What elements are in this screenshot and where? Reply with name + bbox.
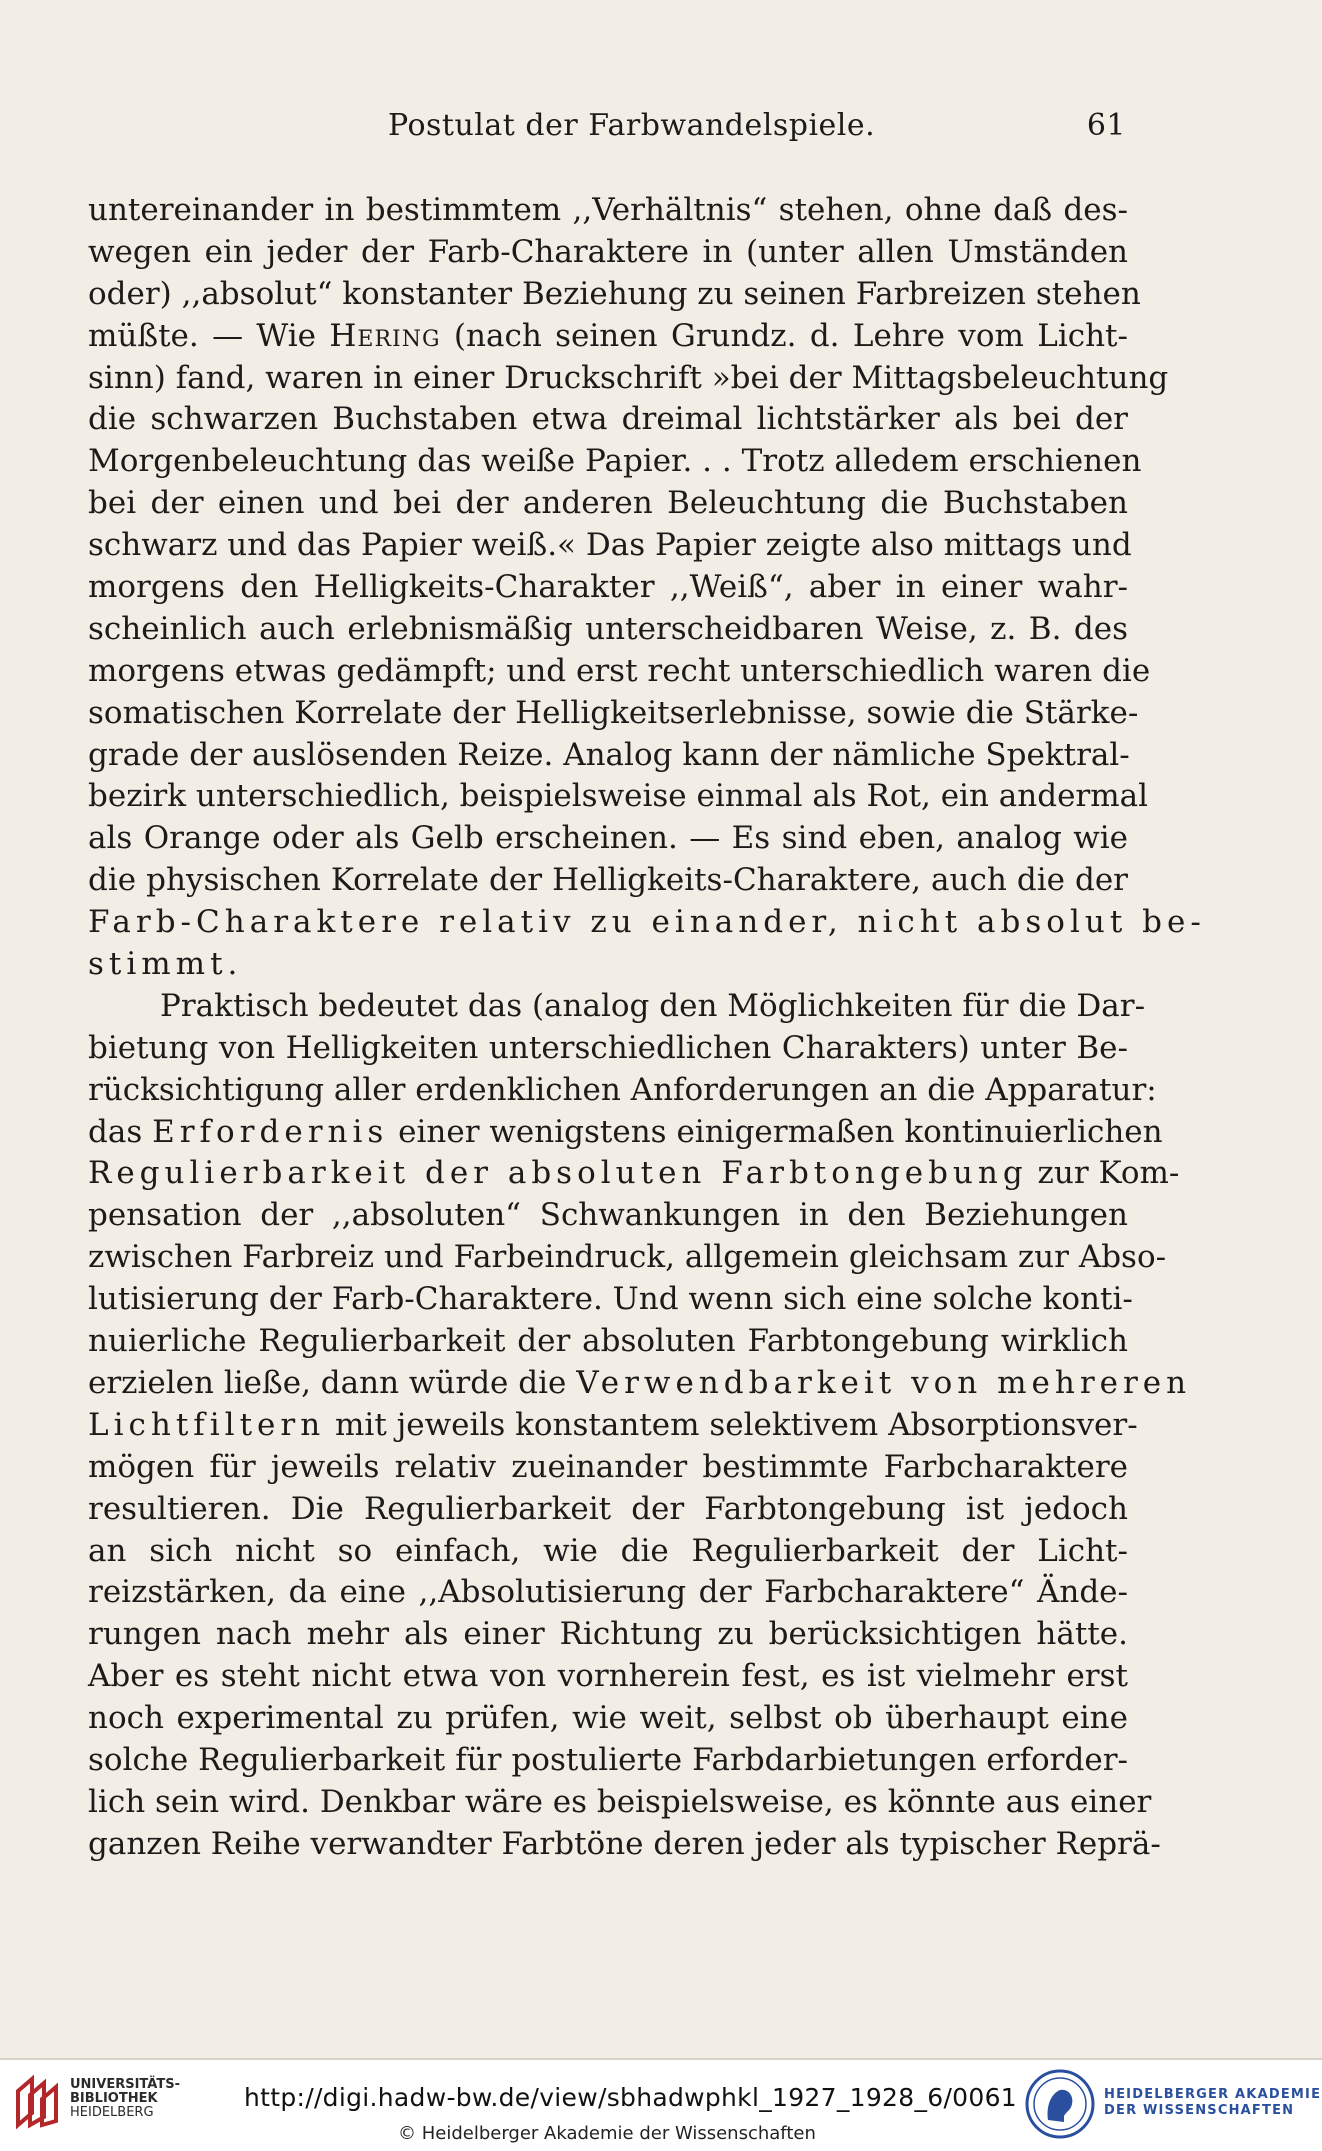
- running-title: Postulat der Farbwandelspiele.: [388, 108, 876, 143]
- text-line: [88, 1447, 1128, 1489]
- line-segment: Morgenbeleuchtung das weiße Papier. . . Trotz alledem erschienen: [88, 443, 1142, 480]
- line-segment: das: [88, 1113, 153, 1150]
- line-segment: rücksichtigung aller erdenklichen Anforderungen an die Apparatur:: [88, 1071, 1157, 1108]
- line-segment: bezirk unterschiedlich, beispielsweise einmal als Rot, ein andermal: [88, 778, 1149, 815]
- line-segment: resultieren. Die Regulierbarkeit der Farbtongebung ist jedoch: [88, 1490, 1128, 1527]
- spaced-emphasis: Farb-Charaktere relativ zu einander, nicht absolut be-: [88, 904, 1206, 941]
- line-segment: somatischen Korrelate der Helligkeitserlebnisse, sowie die Stärke-: [88, 694, 1139, 731]
- line-segment: ganzen Reihe verwandter Farbtöne deren jeder als typischer Reprä-: [88, 1825, 1161, 1862]
- text-line: [88, 274, 1141, 316]
- line-segment: müßte. — Wie: [88, 317, 330, 354]
- line-segment: sinn) fand, waren in einer Druckschrift »bei der Mittagsbeleuchtung: [88, 359, 1169, 396]
- line-segment: einer wenigstens einigermaßen kontinuierlichen: [388, 1113, 1163, 1150]
- text-line: [88, 776, 1149, 818]
- university-library-name: [70, 2078, 180, 2120]
- text-line: [88, 316, 1128, 358]
- text-line: [88, 1195, 1128, 1237]
- text-line: [88, 1279, 1133, 1321]
- line-segment: lich sein wird. Denkbar wäre es beispielsweise, es könnte aus einer: [88, 1783, 1152, 1820]
- text-line: [88, 651, 1151, 693]
- line-segment: solche Regulierbarkeit für postulierte Farbdarbietungen erforder-: [88, 1741, 1128, 1778]
- line-segment: schwarz und das Papier weiß.« Das Papier zeigte also mittags und: [88, 527, 1132, 564]
- line-segment: an sich nicht so einfach, wie die Regulierbarkeit der Licht-: [88, 1532, 1128, 1569]
- line-segment: scheinlich auch erlebnismäßig unterscheidbaren Weise, z. B. des: [88, 610, 1128, 647]
- text-line: [88, 232, 1128, 274]
- library-name-line-1: UNIVERSITÄTS-: [70, 2077, 180, 2092]
- text-line: [88, 1321, 1128, 1363]
- spaced-emphasis: Erfordernis: [152, 1113, 389, 1150]
- line-segment: zur Kom-: [1027, 1155, 1180, 1192]
- text-line: [88, 1698, 1128, 1740]
- academy-name-line-2: DER WISSENSCHAFTEN: [1104, 2103, 1295, 2118]
- text-line: [88, 1363, 1192, 1405]
- line-segment: grade der auslösenden Reize. Analog kann der nämliche Spektral-: [88, 736, 1130, 773]
- text-line: [88, 1740, 1128, 1782]
- text-line: [88, 483, 1128, 525]
- text-line: [88, 1112, 1163, 1154]
- spaced-emphasis: Verwendbarkeit von mehreren: [576, 1364, 1192, 1401]
- text-line: [88, 567, 1128, 609]
- text-line: [88, 818, 1128, 860]
- line-segment: lutisierung der Farb-Charaktere. Und wenn sich eine solche konti-: [88, 1281, 1133, 1318]
- text-line: [88, 902, 1206, 944]
- line-segment: zwischen Farbreiz und Farbeindruck, allgemein gleichsam zur Abso-: [88, 1239, 1167, 1276]
- line-segment: (nach seinen Grundz. d. Lehre vom Licht-: [440, 317, 1128, 354]
- text-line: [88, 1614, 1128, 1656]
- line-segment: wegen ein jeder der Farb-Charaktere in (unter allen Umständen: [88, 233, 1128, 270]
- text-line: [88, 1572, 1128, 1614]
- text-line: [88, 693, 1139, 735]
- page-number: 61: [1086, 108, 1126, 143]
- text-line: [88, 1237, 1167, 1279]
- line-segment: reizstärken, da eine ,,Absolutisierung der Farbcharaktere“ Ände-: [88, 1574, 1128, 1611]
- line-segment: bei der einen und bei der anderen Beleuchtung die Buchstaben: [88, 485, 1128, 522]
- text-line: [88, 1531, 1128, 1573]
- text-line: [88, 525, 1132, 567]
- text-line: [88, 1782, 1152, 1824]
- line-segment: oder) ,,absolut“ konstanter Beziehung zu seinen Farbreizen stehen: [88, 275, 1141, 312]
- line-segment: morgens den Helligkeits-Charakter ,,Weiß“, aber in einer wahr-: [88, 569, 1128, 606]
- spaced-emphasis: Regulierbarkeit der absoluten Farbtongebung: [88, 1155, 1028, 1192]
- text-line: [88, 441, 1142, 483]
- text-line: [88, 1153, 1180, 1195]
- line-segment: bietung von Helligkeiten unterschiedlichen Charakters) unter Be-: [88, 1029, 1128, 1066]
- line-segment: noch experimental zu prüfen, wie weit, selbst ob überhaupt eine: [88, 1700, 1128, 1737]
- text-line: [88, 860, 1128, 902]
- spaced-emphasis: stimmt.: [88, 946, 243, 983]
- text-line: [88, 1070, 1157, 1112]
- line-segment: als Orange oder als Gelb erscheinen. — Es sind eben, analog wie: [88, 820, 1128, 857]
- text-line: [88, 1656, 1128, 1698]
- spaced-emphasis: Lichtfiltern: [88, 1406, 326, 1443]
- text-line: [88, 358, 1169, 400]
- line-segment: nuierliche Regulierbarkeit der absoluten Farbtongebung wirklich: [88, 1323, 1128, 1360]
- academy-name-line-1: HEIDELBERGER AKADEMIE: [1104, 2087, 1322, 2102]
- line-segment: mit jeweils konstantem selektivem Absorptionsver-: [325, 1406, 1138, 1443]
- text-line: [88, 399, 1128, 441]
- permalink-url[interactable]: http://digi.hadw-bw.de/view/sbhadwphkl_1927_1928_6/0061: [244, 2083, 1018, 2112]
- text-line: [88, 1405, 1138, 1447]
- text-line: [88, 944, 1128, 986]
- text-line: [88, 986, 1146, 1028]
- line-segment: morgens etwas gedämpft; und erst recht unterschiedlich waren die: [88, 652, 1151, 689]
- line-segment: Praktisch bedeutet das (analog den Möglichkeiten für die Dar-: [160, 987, 1146, 1024]
- text-line: [88, 735, 1128, 777]
- copyright-notice: © Heidelberger Akademie der Wissenschaften: [398, 2123, 816, 2144]
- academy-seal-icon: [1024, 2068, 1096, 2140]
- line-segment: die schwarzen Buchstaben etwa dreimal lichtstärker als bei der: [88, 401, 1128, 438]
- line-segment: untereinander in bestimmtem ,,Verhältnis“ stehen, ohne daß des-: [88, 192, 1128, 228]
- text-line: [88, 1028, 1128, 1070]
- text-line: [88, 190, 1128, 232]
- library-name-line-3: HEIDELBERG: [70, 2105, 154, 2120]
- line-segment: mögen für jeweils relativ zueinander bestimmte Farbcharaktere: [88, 1448, 1128, 1485]
- line-segment: die physischen Korrelate der Helligkeits-Charaktere, auch die der: [88, 862, 1128, 899]
- line-segment: erzielen ließe, dann würde die: [88, 1364, 577, 1401]
- text-line: [88, 1824, 1161, 1866]
- line-segment: rungen nach mehr als einer Richtung zu berücksichtigen hätte.: [88, 1616, 1128, 1653]
- body-text: [88, 190, 1206, 1866]
- academy-name: [1104, 2087, 1321, 2119]
- library-name-line-2: BIBLIOTHEK: [70, 2091, 158, 2106]
- line-segment: Aber es steht nicht etwa von vornherein fest, es ist vielmehr erst: [88, 1658, 1128, 1695]
- text-line: [88, 609, 1128, 651]
- small-caps-name: Hering: [329, 317, 441, 354]
- line-segment: pensation der ,,absoluten“ Schwankungen in den Beziehungen: [88, 1197, 1128, 1234]
- university-library-logo-icon: [12, 2073, 60, 2131]
- text-line: [88, 1489, 1128, 1531]
